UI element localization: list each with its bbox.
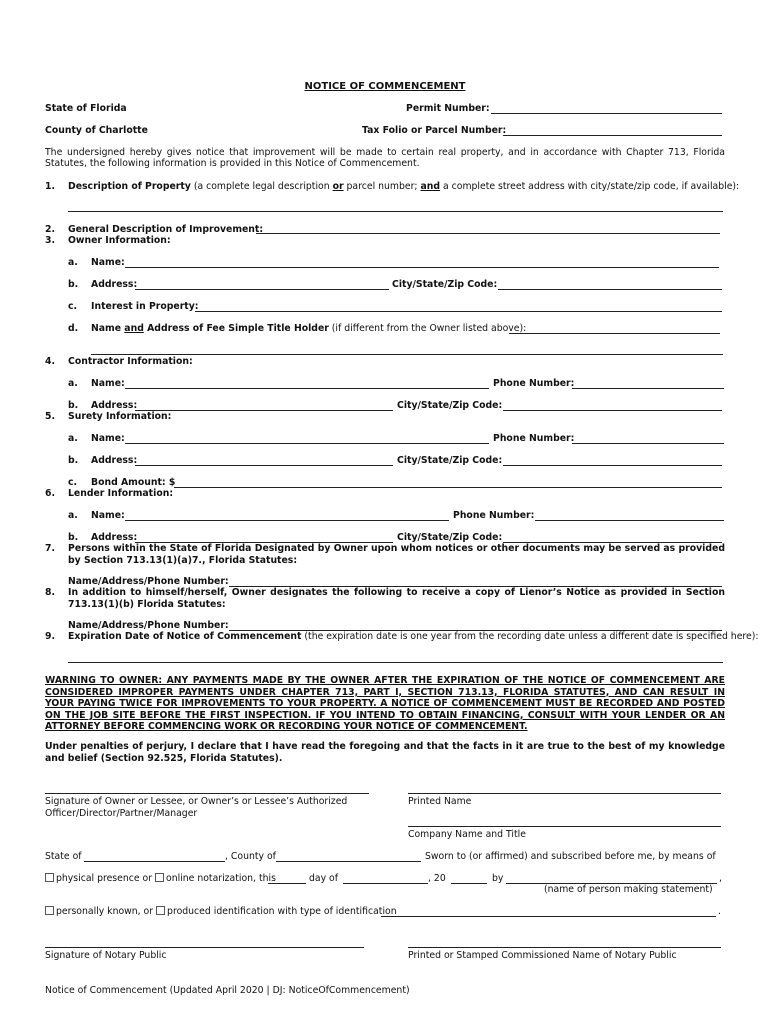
state-label: State of Florida	[45, 103, 127, 114]
year-label: , 20	[428, 873, 446, 884]
day-field[interactable]	[268, 883, 306, 884]
bond-label: Bond Amount: $	[91, 477, 176, 488]
property-description-field[interactable]	[68, 211, 723, 212]
item-number-8: 8.	[45, 587, 56, 598]
surety-phone-field[interactable]	[572, 443, 724, 444]
state-of-label: State of	[45, 851, 82, 862]
item-9-text: Expiration Date of Notice of Commencement (the expiration date is one year from the recording date unless a different date is specified here):	[68, 631, 759, 642]
contractor-address-field[interactable]	[135, 410, 393, 411]
sub-c: c.	[68, 477, 78, 488]
permit-number-field[interactable]	[491, 113, 722, 114]
owner-signature-field[interactable]	[45, 793, 369, 794]
item-8-text: In addition to himself/herself, Owner designates the following to receive a copy of Lienor’s Notice as provided in Section 713.13(1)(b) Florida Statutes:	[68, 587, 725, 610]
contractor-csz-field[interactable]	[503, 410, 722, 411]
item-7-text: Persons within the State of Florida Designated by Owner upon whom notices or other documents may be served as provided by Section 713.13(1)(a)7., Florida Statutes:	[68, 543, 725, 566]
physical-presence-checkbox[interactable]	[45, 873, 54, 882]
item-number-7: 7.	[45, 543, 56, 554]
company-title-caption: Company Name and Title	[408, 829, 526, 840]
county-label: County of Charlotte	[45, 125, 148, 136]
folio-number-field[interactable]	[503, 135, 722, 136]
item-number-2: 2.	[45, 224, 56, 235]
owner-address-field[interactable]	[135, 289, 389, 290]
item-number-5: 5.	[45, 411, 56, 422]
notary-state-field[interactable]	[84, 861, 225, 862]
owner-csz-label: City/State/Zip Code:	[392, 279, 498, 290]
comma: ,	[719, 873, 722, 884]
intro-text: The undersigned hereby gives notice that improvement will be made to certain real property, and in accordance with Chapter 713, Florida Statutes, the following information is provided in this Notice of Commencement.	[45, 147, 725, 170]
item-number-3: 3.	[45, 235, 56, 246]
interest-label: Interest in Property:	[91, 301, 199, 312]
notary-signature-field[interactable]	[45, 947, 364, 948]
fee-holder-label: Name and Address of Fee Simple Title Holder (if different from the Owner listed above):	[91, 323, 527, 334]
lienor-copy-label: Name/Address/Phone Number:	[68, 620, 229, 631]
person-note: (name of person making statement)	[544, 884, 713, 895]
sub-b: b.	[68, 532, 79, 543]
item-4-label: Contractor Information:	[68, 356, 193, 367]
contractor-phone-label: Phone Number:	[493, 378, 575, 389]
item-3-label: Owner Information:	[68, 235, 171, 246]
lender-name-field[interactable]	[125, 520, 449, 521]
id-type-field[interactable]	[381, 916, 716, 917]
owner-name-label: Name:	[91, 257, 125, 268]
warning-text: WARNING TO OWNER: ANY PAYMENTS MADE BY THE OWNER AFTER THE EXPIRATION OF THE NOTICE OF COMMENCEMENT ARE CONSIDERED IMPROPER PAYMENTS UNDER CHAPTER 713, PART I, SECTION 713.13, FLORIDA STATUTES, AND CAN RESULT IN YOUR PAYING TWICE FOR IMPROVEMENTS TO YOUR PROPERTY. A NOTICE OF COMMENCEMENT MUST BE RECORDED AND POSTED ON THE JOB SITE BEFORE THE FIRST INSPECTION. IF YOU INTEND TO OBTAIN FINANCING, CONSULT WITH YOUR LENDER OR AN ATTORNEY BEFORE COMMENCING WORK OR RECORDING YOUR NOTICE OF COMMENCEMENT.	[45, 675, 725, 733]
surety-phone-label: Phone Number:	[493, 433, 575, 444]
item-2-label: General Description of Improvement:	[68, 224, 264, 235]
surety-address-label: Address:	[91, 455, 138, 466]
printed-name-caption: Printed Name	[408, 796, 472, 807]
surety-csz-label: City/State/Zip Code:	[397, 455, 503, 466]
by-label: by	[492, 873, 504, 884]
produced-id-checkbox[interactable]	[156, 906, 165, 915]
contractor-address-label: Address:	[91, 400, 138, 411]
month-field[interactable]	[343, 883, 428, 884]
personally-known-checkbox[interactable]	[45, 906, 54, 915]
contractor-name-label: Name:	[91, 378, 125, 389]
sub-b: b.	[68, 400, 79, 411]
item-number-6: 6.	[45, 488, 56, 499]
sub-c: c.	[68, 301, 78, 312]
expiration-date-field[interactable]	[68, 662, 723, 663]
company-title-field[interactable]	[408, 826, 721, 827]
designee-label: Name/Address/Phone Number:	[68, 576, 229, 587]
fee-holder-field-2[interactable]	[91, 354, 723, 355]
sub-a: a.	[68, 433, 78, 444]
sub-a: a.	[68, 378, 78, 389]
sworn-text: Sworn to (or affirmed) and subscribed before me, by means of	[425, 851, 716, 862]
item-5-label: Surety Information:	[68, 411, 172, 422]
notary-printed-caption: Printed or Stamped Commissioned Name of Notary Public	[408, 950, 677, 961]
item-number-9: 9.	[45, 631, 56, 642]
item-number-4: 4.	[45, 356, 56, 367]
interest-field[interactable]	[195, 311, 722, 312]
sub-d: d.	[68, 323, 79, 334]
online-notarization-checkbox[interactable]	[155, 873, 164, 882]
contractor-name-field[interactable]	[125, 388, 489, 389]
presence-row: physical presence or online notarization, this	[45, 873, 276, 884]
fee-holder-field[interactable]	[509, 333, 720, 334]
owner-name-field[interactable]	[125, 267, 719, 268]
identification-row: personally known, or produced identification with type of identification	[45, 906, 397, 917]
item-1-description: Description of Property (a complete legal description or parcel number; and a complete street address with city/state/zip code, if available):	[68, 181, 740, 192]
permit-label: Permit Number:	[406, 103, 490, 114]
lender-phone-label: Phone Number:	[453, 510, 535, 521]
sub-b: b.	[68, 279, 79, 290]
sub-b: b.	[68, 455, 79, 466]
improvement-description-field[interactable]	[256, 233, 720, 234]
contractor-phone-field[interactable]	[572, 388, 724, 389]
item-number-1: 1.	[45, 181, 56, 192]
owner-signature-caption: Signature of Owner or Lessee, or Owner’s or Lessee’s Authorized Officer/Director/Partner/Manager	[45, 796, 348, 819]
contractor-csz-label: City/State/Zip Code:	[397, 400, 503, 411]
owner-csz-field[interactable]	[498, 289, 722, 290]
notary-signature-caption: Signature of Notary Public	[45, 950, 167, 961]
lender-csz-label: City/State/Zip Code:	[397, 532, 503, 543]
surety-csz-field[interactable]	[503, 465, 722, 466]
county-of-label: , County of	[225, 851, 276, 862]
year-field[interactable]	[451, 883, 487, 884]
bond-amount-field[interactable]	[174, 487, 722, 488]
surety-name-label: Name:	[91, 433, 125, 444]
sub-a: a.	[68, 510, 78, 521]
perjury-statement: Under penalties of perjury, I declare that I have read the foregoing and that the facts in it are true to the best of my knowledge and belief (Section 92.525, Florida Statutes).	[45, 741, 725, 764]
sub-a: a.	[68, 257, 78, 268]
period: .	[718, 906, 721, 917]
folio-label: Tax Folio or Parcel Number:	[362, 125, 507, 136]
printed-name-field[interactable]	[408, 793, 721, 794]
item-6-label: Lender Information:	[68, 488, 174, 499]
lender-address-label: Address:	[91, 532, 138, 543]
owner-address-label: Address:	[91, 279, 138, 290]
lender-phone-field[interactable]	[535, 520, 724, 521]
lender-name-label: Name:	[91, 510, 125, 521]
surety-name-field[interactable]	[125, 443, 489, 444]
page-title: NOTICE OF COMMENCEMENT	[304, 81, 466, 92]
notary-printed-name-field[interactable]	[408, 947, 721, 948]
footer-text: Notice of Commencement (Updated April 2020 | DJ: NoticeOfCommencement)	[45, 985, 410, 996]
notary-county-field[interactable]	[276, 861, 421, 862]
day-of-label: day of	[309, 873, 339, 884]
surety-address-field[interactable]	[135, 465, 393, 466]
